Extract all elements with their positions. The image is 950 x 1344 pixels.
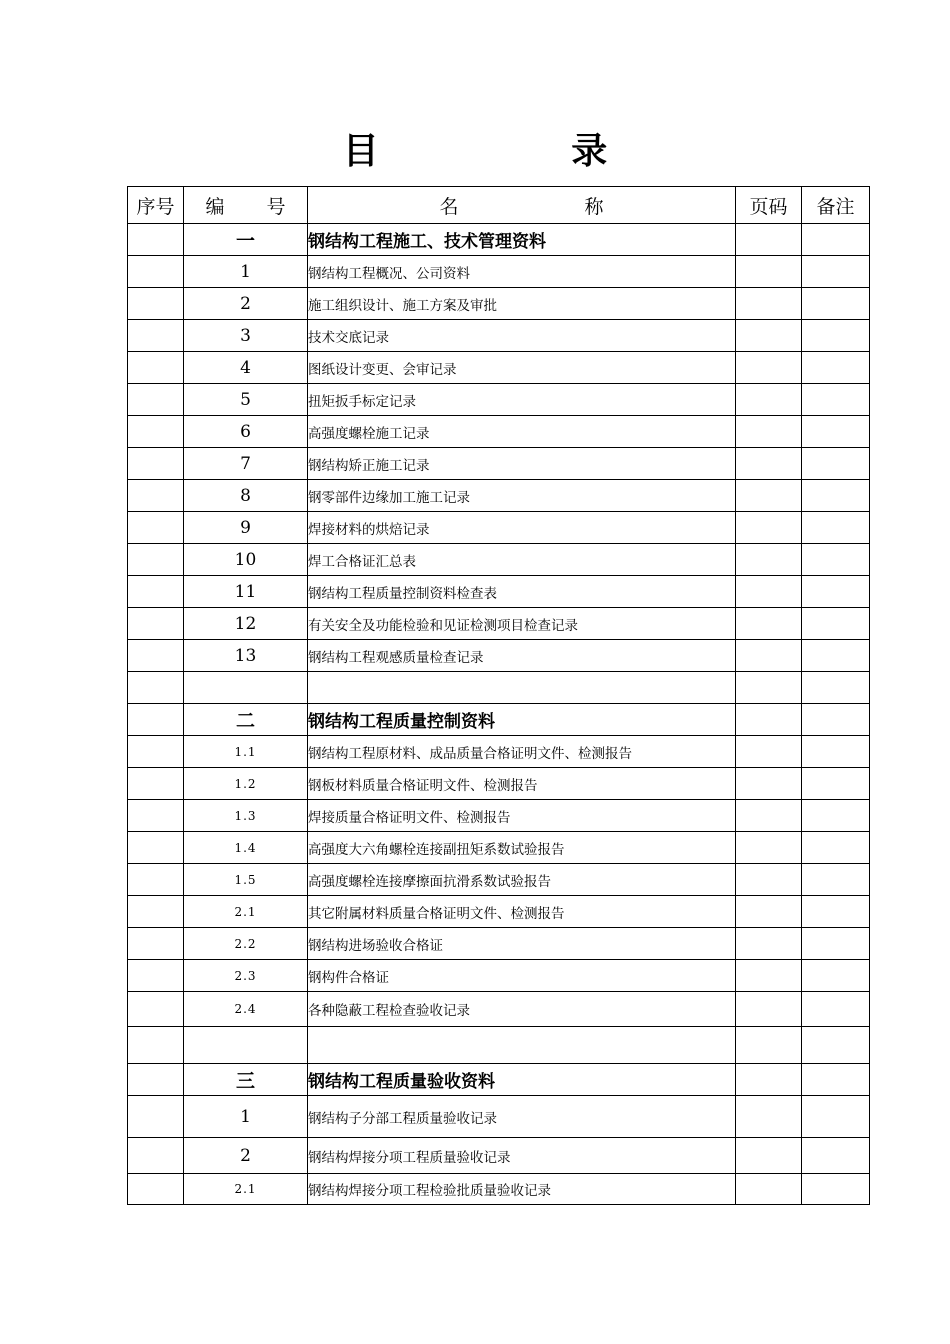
name-cell: 钢结构工程质量控制资料检查表 (308, 576, 736, 608)
code-cell: 1 (184, 1096, 308, 1138)
table-row (128, 864, 870, 896)
header-code: 编 号 (184, 187, 308, 224)
table-row (128, 480, 870, 512)
page-cell (736, 896, 802, 928)
code-cell: 二 (184, 704, 308, 736)
name-cell: 钢结构进场验收合格证 (308, 928, 736, 960)
seq-cell (128, 640, 184, 672)
page-cell (736, 512, 802, 544)
table-row (128, 1174, 870, 1205)
seq-cell (128, 672, 184, 704)
note-cell (802, 896, 870, 928)
seq-cell (128, 992, 184, 1027)
name-cell: 技术交底记录 (308, 320, 736, 352)
seq-cell (128, 704, 184, 736)
seq-cell (128, 224, 184, 256)
seq-cell (128, 832, 184, 864)
table-row (128, 352, 870, 384)
name-cell: 扭矩扳手标定记录 (308, 384, 736, 416)
page-cell (736, 448, 802, 480)
section-row (128, 1064, 870, 1096)
section-row (128, 224, 870, 256)
blank-row (128, 672, 870, 704)
page-cell (736, 736, 802, 768)
note-cell (802, 1096, 870, 1138)
note-cell (802, 800, 870, 832)
note-cell (802, 1174, 870, 1205)
page-cell (736, 864, 802, 896)
code-cell: 4 (184, 352, 308, 384)
note-cell (802, 352, 870, 384)
seq-cell (128, 1064, 184, 1096)
page-cell (736, 800, 802, 832)
note-cell (802, 640, 870, 672)
seq-cell (128, 960, 184, 992)
seq-cell (128, 576, 184, 608)
page-cell (736, 384, 802, 416)
page-cell (736, 1064, 802, 1096)
seq-cell (128, 352, 184, 384)
note-cell (802, 736, 870, 768)
note-cell (802, 1027, 870, 1064)
code-cell: 2 (184, 288, 308, 320)
header-name: 名 称 (308, 187, 736, 224)
seq-cell (128, 1027, 184, 1064)
code-cell: 11 (184, 576, 308, 608)
note-cell (802, 288, 870, 320)
name-cell: 钢结构焊接分项工程质量验收记录 (308, 1138, 736, 1174)
name-cell: 钢结构工程质量控制资料 (308, 704, 736, 736)
name-cell: 钢结构工程施工、技术管理资料 (308, 224, 736, 256)
page-cell (736, 1027, 802, 1064)
note-cell (802, 224, 870, 256)
seq-cell (128, 512, 184, 544)
page-cell (736, 480, 802, 512)
table-row (128, 416, 870, 448)
seq-cell (128, 480, 184, 512)
code-cell: 1 (184, 256, 308, 288)
code-cell: 1.1 (184, 736, 308, 768)
section-row (128, 704, 870, 736)
table-row (128, 928, 870, 960)
name-cell: 各种隐蔽工程检查验收记录 (308, 992, 736, 1027)
seq-cell (128, 768, 184, 800)
name-cell: 钢零部件边缘加工施工记录 (308, 480, 736, 512)
name-cell: 钢构件合格证 (308, 960, 736, 992)
name-cell: 高强度大六角螺栓连接副扭矩系数试验报告 (308, 832, 736, 864)
code-cell: 1.4 (184, 832, 308, 864)
seq-cell (128, 1174, 184, 1205)
code-cell: 12 (184, 608, 308, 640)
page-cell (736, 1138, 802, 1174)
note-cell (802, 320, 870, 352)
code-cell (184, 1027, 308, 1064)
table-row (128, 576, 870, 608)
table-row (128, 256, 870, 288)
code-cell: 1.2 (184, 768, 308, 800)
code-cell: 一 (184, 224, 308, 256)
note-cell (802, 480, 870, 512)
toc-body (128, 224, 870, 1205)
code-cell: 2.4 (184, 992, 308, 1027)
seq-cell (128, 544, 184, 576)
header-row (128, 187, 870, 224)
name-cell: 钢结构工程原材料、成品质量合格证明文件、检测报告 (308, 736, 736, 768)
note-cell (802, 384, 870, 416)
toc-table (127, 186, 870, 1205)
name-cell: 焊接材料的烘焙记录 (308, 512, 736, 544)
code-cell: 8 (184, 480, 308, 512)
table-row (128, 320, 870, 352)
name-cell: 有关安全及功能检验和见证检测项目检查记录 (308, 608, 736, 640)
table-row (128, 640, 870, 672)
table-row (128, 800, 870, 832)
page-title: 目 录 (342, 131, 698, 172)
seq-cell (128, 384, 184, 416)
page-cell (736, 672, 802, 704)
note-cell (802, 864, 870, 896)
table-row (128, 896, 870, 928)
name-cell: 施工组织设计、施工方案及审批 (308, 288, 736, 320)
name-cell: 钢结构子分部工程质量验收记录 (308, 1096, 736, 1138)
code-cell (184, 672, 308, 704)
table-row (128, 992, 870, 1027)
page-cell (736, 288, 802, 320)
code-cell: 5 (184, 384, 308, 416)
note-cell (802, 448, 870, 480)
table-row (128, 736, 870, 768)
page-cell (736, 416, 802, 448)
name-cell: 钢板材料质量合格证明文件、检测报告 (308, 768, 736, 800)
page-cell (736, 704, 802, 736)
name-cell: 其它附属材料质量合格证明文件、检测报告 (308, 896, 736, 928)
name-cell: 焊工合格证汇总表 (308, 544, 736, 576)
page-cell (736, 320, 802, 352)
code-cell: 2.1 (184, 896, 308, 928)
header-page: 页码 (736, 187, 802, 224)
code-cell: 3 (184, 320, 308, 352)
table-row (128, 608, 870, 640)
page-cell (736, 928, 802, 960)
code-cell: 2 (184, 1138, 308, 1174)
page-cell (736, 352, 802, 384)
seq-cell (128, 864, 184, 896)
code-cell: 13 (184, 640, 308, 672)
code-cell: 9 (184, 512, 308, 544)
header-seq: 序号 (128, 187, 184, 224)
table-row (128, 1138, 870, 1174)
seq-cell (128, 736, 184, 768)
note-cell (802, 928, 870, 960)
code-cell: 2.2 (184, 928, 308, 960)
table-row (128, 544, 870, 576)
note-cell (802, 832, 870, 864)
code-cell: 1.5 (184, 864, 308, 896)
seq-cell (128, 608, 184, 640)
table-row (128, 960, 870, 992)
blank-row (128, 1027, 870, 1064)
note-cell (802, 416, 870, 448)
name-cell: 图纸设计变更、会审记录 (308, 352, 736, 384)
table-row (128, 512, 870, 544)
note-cell (802, 256, 870, 288)
name-cell: 钢结构工程质量验收资料 (308, 1064, 736, 1096)
table-row (128, 768, 870, 800)
code-cell: 2.1 (184, 1174, 308, 1205)
name-cell (308, 1027, 736, 1064)
seq-cell (128, 320, 184, 352)
name-cell: 钢结构焊接分项工程检验批质量验收记录 (308, 1174, 736, 1205)
page-cell (736, 256, 802, 288)
page-cell (736, 960, 802, 992)
name-cell: 钢结构工程概况、公司资料 (308, 256, 736, 288)
page-cell (736, 640, 802, 672)
code-cell: 三 (184, 1064, 308, 1096)
seq-cell (128, 416, 184, 448)
code-cell: 2.3 (184, 960, 308, 992)
name-cell (308, 672, 736, 704)
page-cell (736, 1096, 802, 1138)
note-cell (802, 960, 870, 992)
table-row (128, 832, 870, 864)
note-cell (802, 672, 870, 704)
note-cell (802, 608, 870, 640)
note-cell (802, 1138, 870, 1174)
seq-cell (128, 896, 184, 928)
seq-cell (128, 256, 184, 288)
code-cell: 10 (184, 544, 308, 576)
seq-cell (128, 288, 184, 320)
page-cell (736, 544, 802, 576)
note-cell (802, 704, 870, 736)
name-cell: 高强度螺栓连接摩擦面抗滑系数试验报告 (308, 864, 736, 896)
table-row (128, 1096, 870, 1138)
name-cell: 高强度螺栓施工记录 (308, 416, 736, 448)
note-cell (802, 768, 870, 800)
page-cell (736, 224, 802, 256)
code-cell: 1.3 (184, 800, 308, 832)
name-cell: 钢结构矫正施工记录 (308, 448, 736, 480)
note-cell (802, 576, 870, 608)
page-cell (736, 608, 802, 640)
note-cell (802, 992, 870, 1027)
seq-cell (128, 1096, 184, 1138)
table-row (128, 288, 870, 320)
header-note: 备注 (802, 187, 870, 224)
seq-cell (128, 448, 184, 480)
page-cell (736, 832, 802, 864)
page-cell (736, 992, 802, 1027)
seq-cell (128, 800, 184, 832)
seq-cell (128, 928, 184, 960)
table-row (128, 384, 870, 416)
name-cell: 焊接质量合格证明文件、检测报告 (308, 800, 736, 832)
page-cell (736, 1174, 802, 1205)
code-cell: 6 (184, 416, 308, 448)
seq-cell (128, 1138, 184, 1174)
code-cell: 7 (184, 448, 308, 480)
page-cell (736, 768, 802, 800)
note-cell (802, 544, 870, 576)
table-row (128, 448, 870, 480)
page-cell (736, 576, 802, 608)
name-cell: 钢结构工程观感质量检查记录 (308, 640, 736, 672)
note-cell (802, 1064, 870, 1096)
note-cell (802, 512, 870, 544)
